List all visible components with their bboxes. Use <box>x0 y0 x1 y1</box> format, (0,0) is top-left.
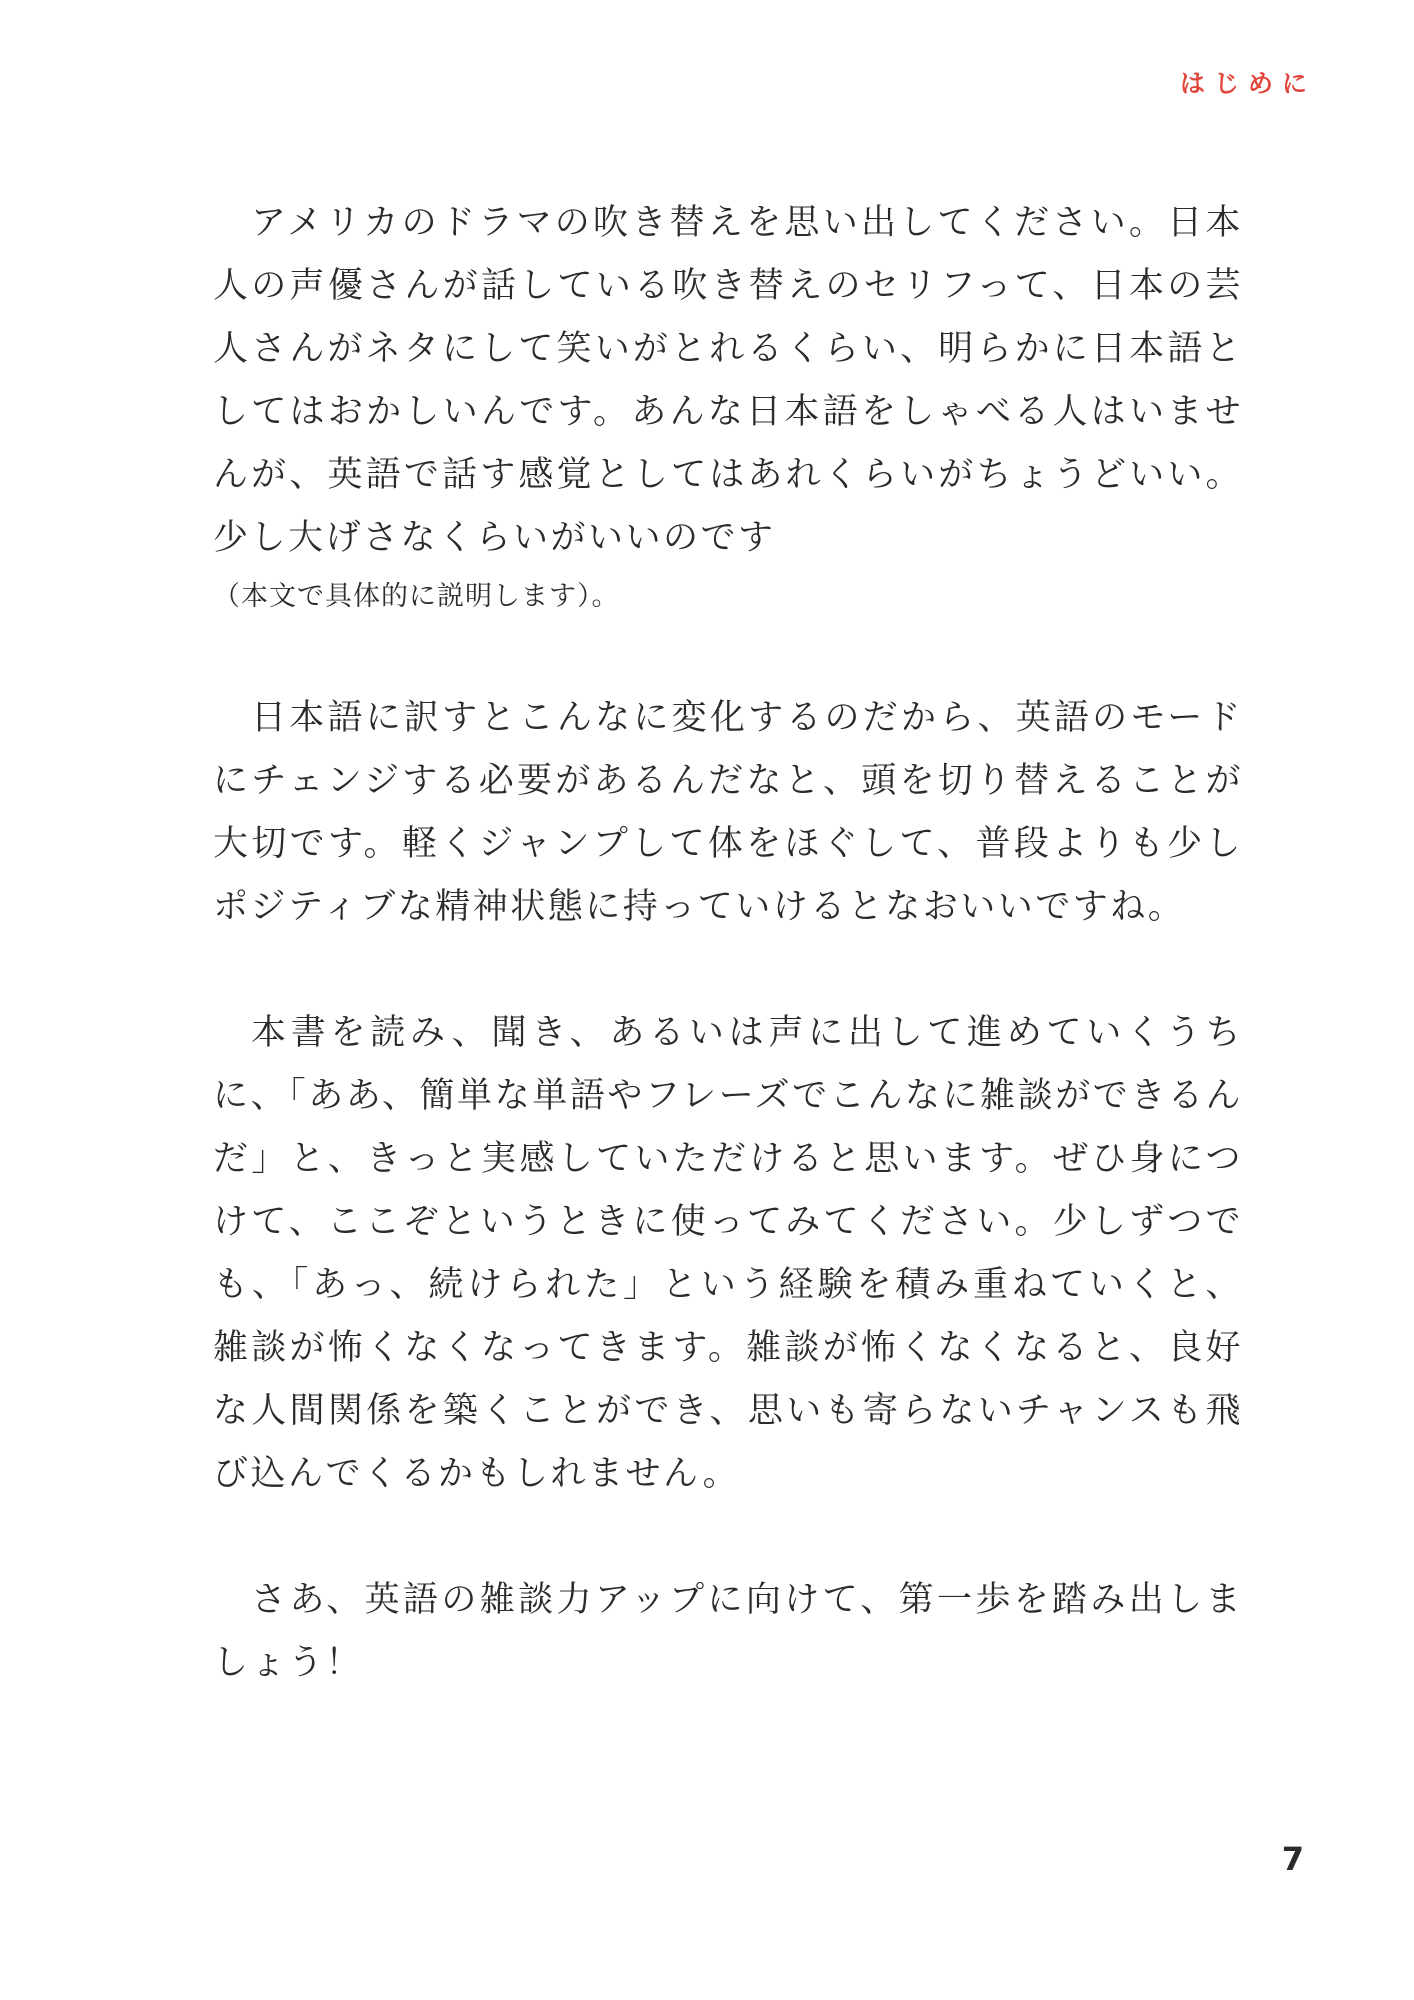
paragraph-4: さあ、英語の雑談力アップに向けて、第一歩を踏み出しましょう！ <box>213 1580 1243 1683</box>
paragraph-1 <box>213 192 1243 624</box>
paragraph-2: 日本語に訳すとこんなに変化するのだから、英語のモードにチェンジする必要があるんだなと、頭を切り替えることが大切です。軽くジャンプして体をほぐして、普段よりも少しポジティブな精神状態に持っていけるとなおいいですね。 <box>213 698 1243 927</box>
paragraph-3: 本書を読み、聞き、あるいは声に出して進めていくうちに、「ああ、簡単な単語やフレーズでこんなに雑談ができるんだ」と、きっと実感していただけると思います。ぜひ身につけて、ここぞというときに使ってみてください。少しずつでも、「あっ、続けられた」という経験を積み重ねていくと、雑談が怖くなくなってきます。雑談が怖くなくなると、良好な人間関係を築くことができ、思いも寄らないチャンスも飛び込んでくるかもしれません。 <box>213 1013 1243 1494</box>
body-text <box>213 192 1243 1695</box>
page-number: 7 <box>1281 1840 1304 1878</box>
section-title: はじめに <box>1179 69 1316 98</box>
paragraph-1-note: （本文で具体的に説明します）。 <box>213 581 620 612</box>
paragraph-1-text: アメリカのドラマの吹き替えを思い出してください。日本人の声優さんが話している吹き替えのセリフって、日本の芸人さんがネタにして笑いがとれるくらい、明らかに日本語としてはおかしいんです。あんな日本語をしゃべる人はいませんが、英語で話す感覚としてはあれくらいがちょうどいい。少し大げさなくらいがいいのです <box>213 203 1243 558</box>
